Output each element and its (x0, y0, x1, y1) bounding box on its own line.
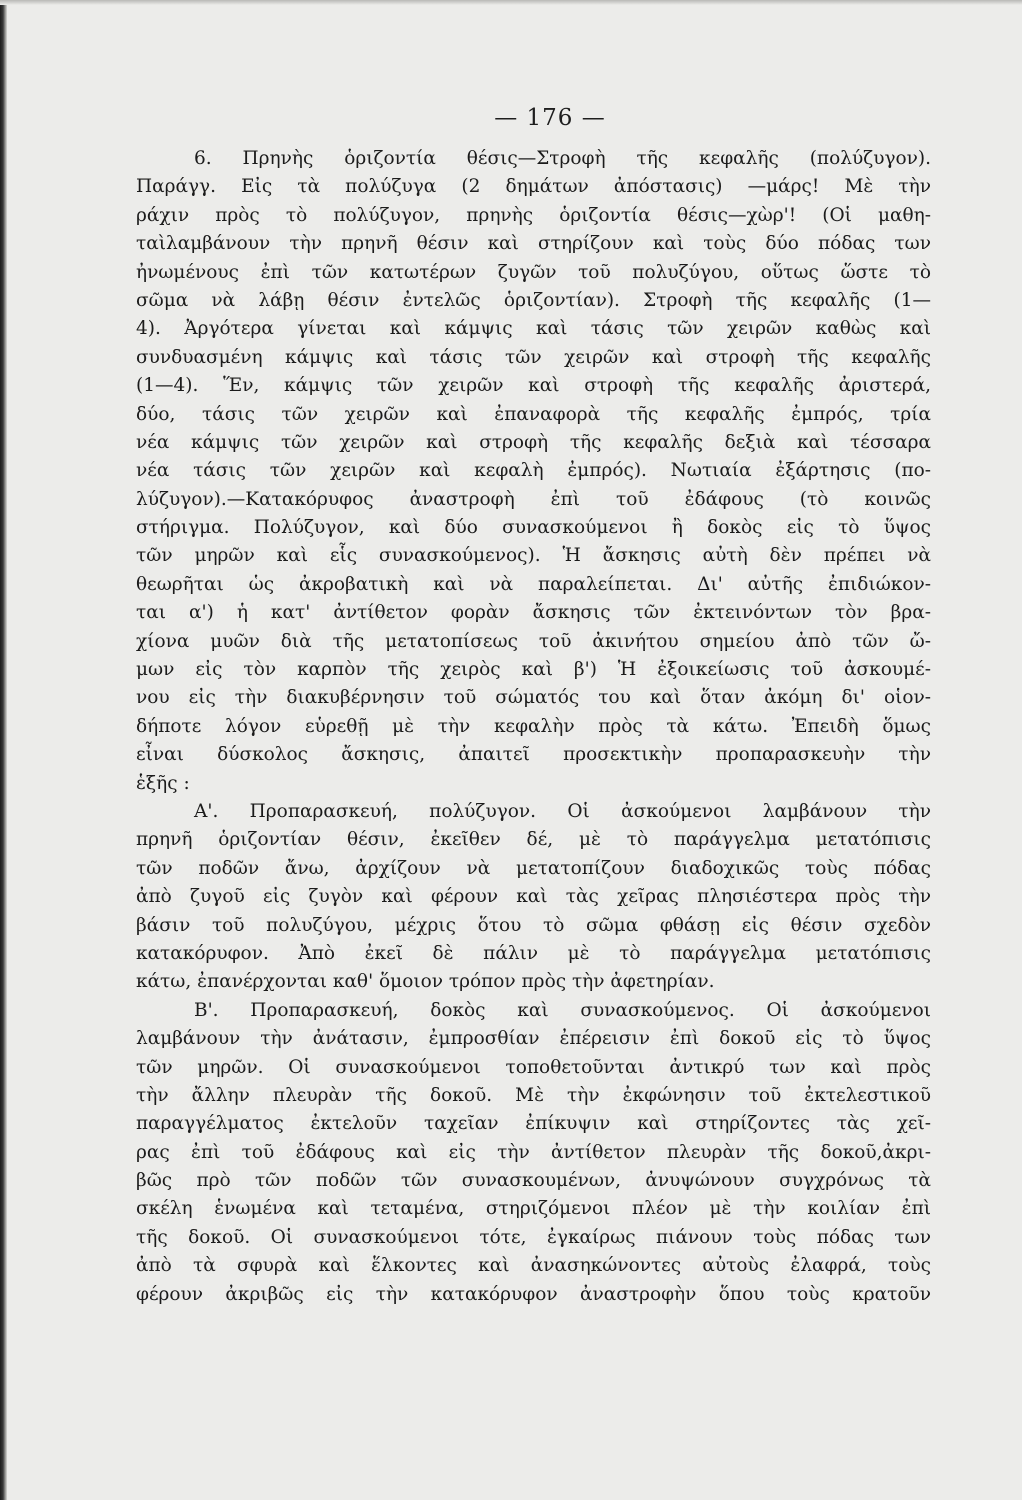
text-line: ρας ἐπὶ τοῦ ἐδάφους καὶ εἰς τὴν ἀντίθετον πλευρὰν τῆς δοκοῦ,ἀκρι- (136, 1141, 931, 1163)
text-line: σῶμα νὰ λάβῃ θέσιν ἐντελῶς ὁριζοντίαν). Στροφὴ τῆς κεφαλῆς (1— (136, 289, 931, 311)
text-line: χίονα μυῶν διὰ τῆς μετατοπίσεως τοῦ ἀκινήτου σημείου ἀπὸ τῶν ὤ- (136, 630, 931, 652)
text-line: σκέλη ἑνωμένα καὶ τεταμένα, στηριζόμενοι πλέον μὲ τὴν κοιλίαν ἐπὶ (136, 1198, 931, 1220)
text-line: νέα κάμψις τῶν χειρῶν καὶ στροφὴ τῆς κεφαλῆς δεξιὰ καὶ τέσσαρα (136, 431, 931, 453)
text-line: φέρουν ἀκριβῶς εἰς τὴν κατακόρυφον ἀναστροφὴν ὅπου τοὺς κρατοῦν (136, 1283, 931, 1305)
text-line: Α'. Προπαρασκευή, πολύζυγον. Οἱ ἀσκούμενοι λαμβάνουν τὴν (194, 800, 931, 822)
body-text (136, 145, 931, 1309)
text-line: κάτω, ἐπανέρχονται καθ' ὅμοιον τρόπον πρὸς τὴν ἀφετηρίαν. (136, 971, 715, 993)
text-line: τῶν ποδῶν ἄνω, ἀρχίζουν νὰ μετατοπίζουν διαδοχικῶς τοὺς πόδας (136, 857, 931, 879)
text-line: ἀπὸ ζυγοῦ εἰς ζυγὸν καὶ φέρουν καὶ τὰς χεῖρας πλησιέστερα πρὸς τὴν (136, 886, 931, 908)
text-line: ἠνωμένους ἐπὶ τῶν κατωτέρων ζυγῶν τοῦ πολυζύγου, οὕτως ὥστε τὸ (136, 261, 931, 283)
text-line: λύζυγον).—Κατακόρυφος ἀναστροφὴ ἐπὶ τοῦ ἐδάφους (τὸ κοινῶς (136, 488, 931, 510)
page-top-shadow (0, 0, 1022, 5)
text-line: Β'. Προπαρασκευή, δοκὸς καὶ συνασκούμενος. Οἱ ἀσκούμενοι (194, 999, 931, 1021)
text-line: νέα τάσις τῶν χειρῶν καὶ κεφαλὴ ἐμπρός). Νωτιαία ἐξάρτησις (πο- (136, 460, 931, 482)
text-line: (1—4). Ἕν, κάμψις τῶν χειρῶν καὶ στροφὴ τῆς κεφαλῆς ἀριστερά, (136, 375, 931, 397)
text-line: ἑξῆς : (136, 772, 190, 794)
text-line: ἀπὸ τὰ σφυρὰ καὶ ἕλκοντες καὶ ἀνασηκώνοντες αὐτοὺς ἐλαφρά, τοὺς (136, 1255, 931, 1277)
page-number: — 176 — (494, 105, 606, 131)
text-line: τῆς δοκοῦ. Οἱ συνασκούμενοι τότε, ἐγκαίρως πιάνουν τοὺς πόδας των (136, 1226, 931, 1248)
text-line: παραγγέλματος ἐκτελοῦν ταχεῖαν ἐπίκυψιν καὶ στηρίζοντες τὰς χεῖ- (136, 1113, 931, 1135)
text-line: 4). Ἀργότερα γίνεται καὶ κάμψις καὶ τάσις τῶν χειρῶν καθὼς καὶ (136, 318, 931, 340)
text-line: ταὶλαμβάνουν τὴν πρηνῆ θέσιν καὶ στηρίζουν καὶ τοὺς δύο πόδας των (136, 233, 931, 255)
text-line: νου εἰς τὴν διακυβέρνησιν τοῦ σώματός του καὶ ὅταν ἀκόμη δι' οἱον- (136, 687, 931, 709)
text-line: Παράγγ. Εἰς τὰ πολύζυγα (2 δημάτων ἀπόστασις) —μάρς! Μὲ τὴν (136, 176, 931, 198)
text-line: στήριγμα. Πολύζυγον, καὶ δύο συνασκούμενοι ἢ δοκὸς εἰς τὸ ὕψος (136, 517, 931, 539)
text-line: τῶν μηρῶν. Οἱ συνασκούμενοι τοποθετοῦνται ἀντικρύ των καὶ πρὸς (136, 1056, 931, 1078)
page-binding-edge (0, 0, 7, 1500)
text-line: βάσιν τοῦ πολυζύγου, μέχρις ὅτου τὸ σῶμα φθάσῃ εἰς θέσιν σχεδὸν (136, 914, 931, 936)
text-line: θεωρῆται ὡς ἀκροβατικὴ καὶ νὰ παραλείπεται. Δι' αὐτῆς ἐπιδιώκον- (136, 573, 931, 595)
text-line: 6. Πρηνὴς ὁριζοντία θέσις—Στροφὴ τῆς κεφαλῆς (πολύζυγον). (194, 148, 931, 169)
text-line: δύο, τάσις τῶν χειρῶν καὶ ἐπαναφορὰ τῆς κεφαλῆς ἐμπρός, τρία (136, 403, 931, 425)
text-line: εἶναι δύσκολος ἄσκησις, ἀπαιτεῖ προσεκτικὴν προπαρασκευὴν τὴν (136, 744, 931, 766)
text-line: ράχιν πρὸς τὸ πολύζυγον, πρηνὴς ὁριζοντία θέσις—χὼρ'! (Οἱ μαθη- (136, 204, 931, 226)
text-line: λαμβάνουν τὴν ἀνάτασιν, ἐμπροσθίαν ἐπέρεισιν ἐπὶ δοκοῦ εἰς τὸ ὕψος (136, 1028, 931, 1050)
text-line: τῶν μηρῶν καὶ εἷς συνασκούμενος). Ἡ ἄσκησις αὐτὴ δὲν πρέπει νὰ (136, 545, 931, 567)
text-line: τὴν ἄλλην πλευρὰν τῆς δοκοῦ. Μὲ τὴν ἐκφώνησιν τοῦ ἐκτελεστικοῦ (136, 1084, 931, 1106)
text-line: δήποτε λόγον εὑρεθῇ μὲ τὴν κεφαλὴν πρὸς τὰ κάτω. Ἐπειδὴ ὅμως (136, 715, 931, 737)
text-line: συνδυασμένη κάμψις καὶ τάσις τῶν χειρῶν καὶ στροφὴ τῆς κεφαλῆς (136, 346, 931, 368)
text-line: ται α') ἡ κατ' ἀντίθετον φορὰν ἄσκησις τῶν ἐκτεινόντων τὸν βρα- (136, 602, 931, 624)
text-line: μων εἰς τὸν καρπὸν τῆς χειρὸς καὶ β') Ἡ ἐξοικείωσις τοῦ ἀσκουμέ- (136, 659, 931, 681)
text-line: πρηνῆ ὁριζοντίαν θέσιν, ἐκεῖθεν δέ, μὲ τὸ παράγγελμα μετατόπισις (136, 829, 931, 851)
text-line: βῶς πρὸ τῶν ποδῶν τῶν συνασκουμένων, ἀνυψώνουν συγχρόνως τὰ (136, 1170, 931, 1192)
text-line: κατακόρυφον. Ἀπὸ ἐκεῖ δὲ πάλιν μὲ τὸ παράγγελμα μετατόπισις (136, 942, 931, 964)
